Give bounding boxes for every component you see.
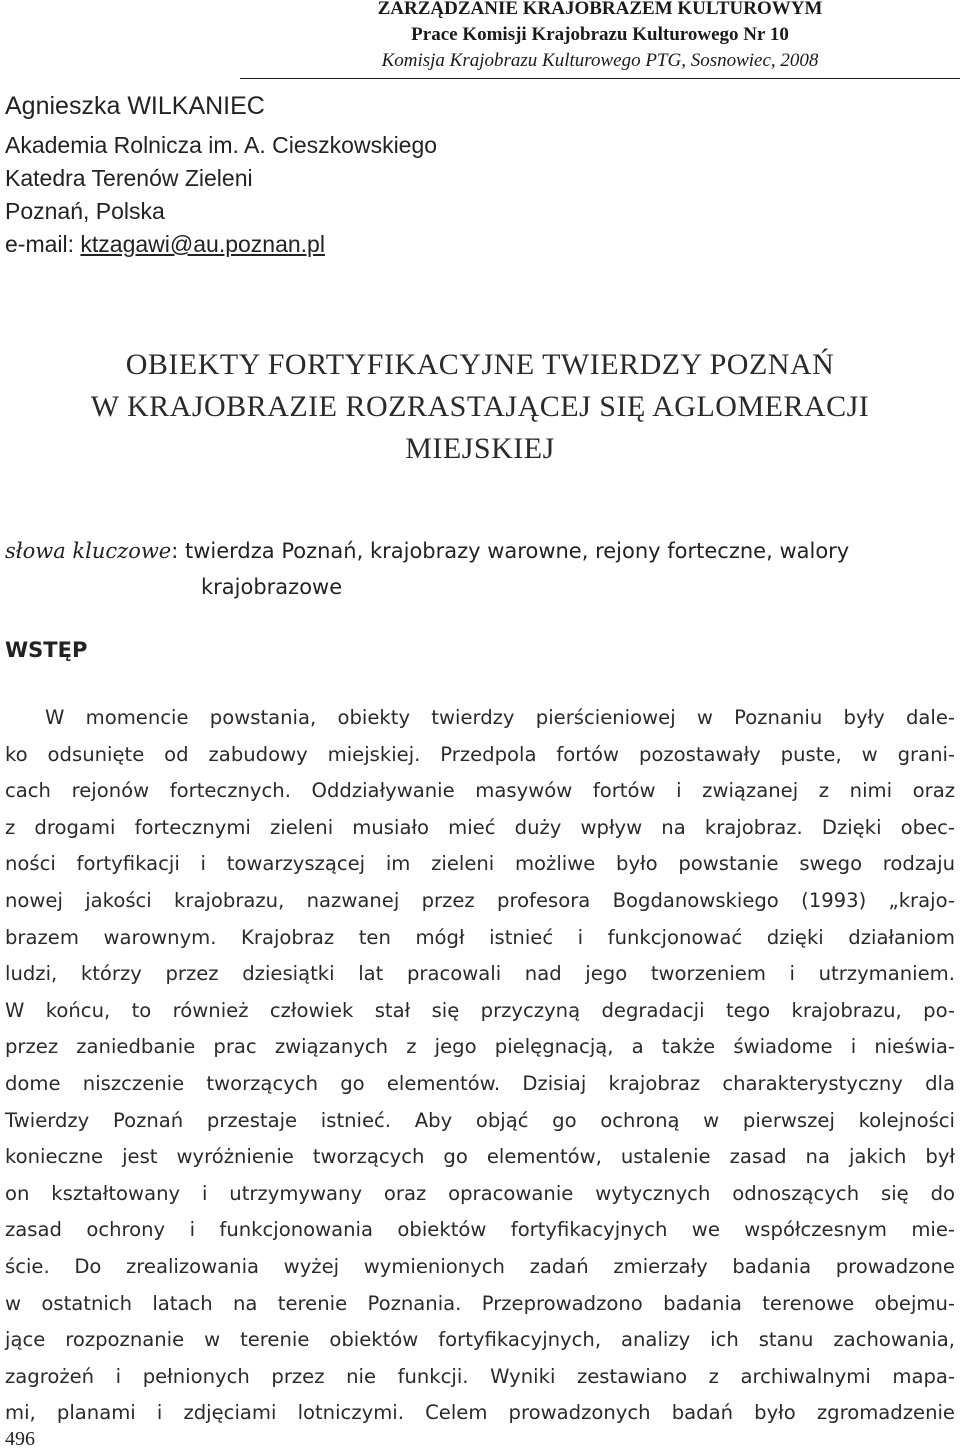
body-line: zagrożeń i pełnionych przez nie funkcji. Wyniki zestawiano z archiwalnymi mapa- — [5, 1364, 955, 1388]
body-line: w ostatnich latach na terenie Poznania. Przeprowadzono badania terenowe obejmu- — [5, 1291, 955, 1315]
body-line: nowej jakości krajobrazu, nazwanej przez profesora Bogdanowskiego (1993) „krajo- — [5, 888, 955, 912]
body-line: brazem warownym. Krajobraz ten mógł istnieć i funkcjonować dzięki działaniom — [5, 925, 955, 949]
body-line: przez zaniedbanie prac związanych z jego pielęgnacją, a także świadome i nieświa- — [5, 1035, 955, 1059]
affiliation-university: Akademia Rolnicza im. A. Cieszkowskiego — [5, 132, 438, 158]
body-line: ludzi, którzy przez dziesiątki lat pracowali nad jego tworzeniem i utrzymaniem. — [5, 962, 955, 986]
body-line: on kształtowany i utrzymywany oraz opracowanie wytycznych odnoszących się do — [5, 1181, 955, 1205]
author-last-name-initial: W — [127, 92, 151, 120]
author-first-name: Agnieszka — [5, 92, 121, 120]
title-line-3: MIEJSKIEJ — [405, 432, 555, 465]
journal-series-title: ZARZĄDZANIE KRAJOBRAZEM KULTUROWYM — [377, 0, 823, 19]
header-rule — [240, 78, 960, 79]
author-last-name — [127, 92, 265, 120]
body-line: ko odsunięte od zabudowy miejskiej. Przedpola fortów pozostawały puste, w grani- — [5, 742, 955, 766]
keywords-list: : twierdza Poznań, krajobrazy warowne, rejony forteczne, walory — [171, 539, 850, 563]
body-line: dome niszczenie tworzących go elementów. Dzisiaj krajobraz charakterystyczny dla — [5, 1071, 955, 1095]
title-line-2: W KRAJOBRAZIE ROZRASTAJĄCEJ SIĘ AGLOMERACJI — [90, 390, 870, 423]
author-email-line — [5, 228, 437, 261]
title-line-1: OBIEKTY FORTYFIKACYJNE TWIERDZY POZNAŃ — [125, 348, 835, 381]
body-line: mi, planami i zdjęciami lotniczymi. Celem prowadzonych badań było zgromadzenie — [5, 1401, 955, 1425]
body-line: cach rejonów fortecznych. Oddziaływanie masywów fortów i związanej z nimi oraz — [5, 779, 955, 803]
journal-volume: Prace Komisji Krajobrazu Kulturowego Nr 10 — [411, 24, 789, 45]
section-heading: WSTĘP — [5, 638, 88, 662]
body-line: z drogami fortecznymi zieleni musiało mieć duży wpływ na krajobraz. Dzięki obec- — [5, 815, 955, 839]
body-line: Twierdzy Poznań przestaje istnieć. Aby objąć go ochroną w pierwszej kolejności — [5, 1108, 955, 1132]
body-line: jące rozpoznanie w terenie obiektów fortyfikacyjnych, analizy ich stanu zachowania, — [5, 1328, 955, 1352]
author-name — [5, 90, 437, 123]
email-label: e-mail: — [5, 231, 81, 257]
author-block — [5, 90, 437, 261]
keywords-list-continued: krajobrazowe — [201, 575, 343, 599]
email-link[interactable]: ktzagawi@au.poznan.pl — [80, 231, 325, 257]
article-title — [0, 344, 960, 470]
page-number: 496 — [5, 1428, 35, 1450]
author-last-name-rest: ILKANIEC — [150, 92, 265, 120]
keywords-label: słowa kluczowe — [5, 539, 172, 563]
body-line: zasad ochrony i funkcjonowania obiektów fortyfikacyjnych we współczesnym mie- — [5, 1218, 955, 1242]
body-paragraph — [5, 700, 955, 1432]
body-line: W końcu, to również człowiek stał się przyczyną degradacji tego krajobrazu, po- — [5, 998, 955, 1022]
body-line: konieczne jest wyróżnienie tworzących go elementów, ustalenie zasad na jakich był — [5, 1145, 955, 1169]
body-line: ście. Do zrealizowania wyżej wymienionych zadań zmierzały badania prowadzone — [5, 1254, 955, 1278]
keywords — [5, 533, 955, 605]
running-head — [240, 0, 960, 74]
body-line: ności fortyfikacji i towarzyszącej im zieleni możliwe było powstanie swego rodzaju — [5, 852, 955, 876]
affiliation-department: Katedra Terenów Zieleni — [5, 165, 253, 191]
body-line: W momencie powstania, obiekty twierdzy pierścieniowej w Poznaniu były dale- — [45, 706, 955, 729]
journal-publisher: Komisja Krajobrazu Kulturowego PTG, Sosnowiec, 2008 — [381, 50, 819, 71]
affiliation-city: Poznań, Polska — [5, 198, 165, 224]
